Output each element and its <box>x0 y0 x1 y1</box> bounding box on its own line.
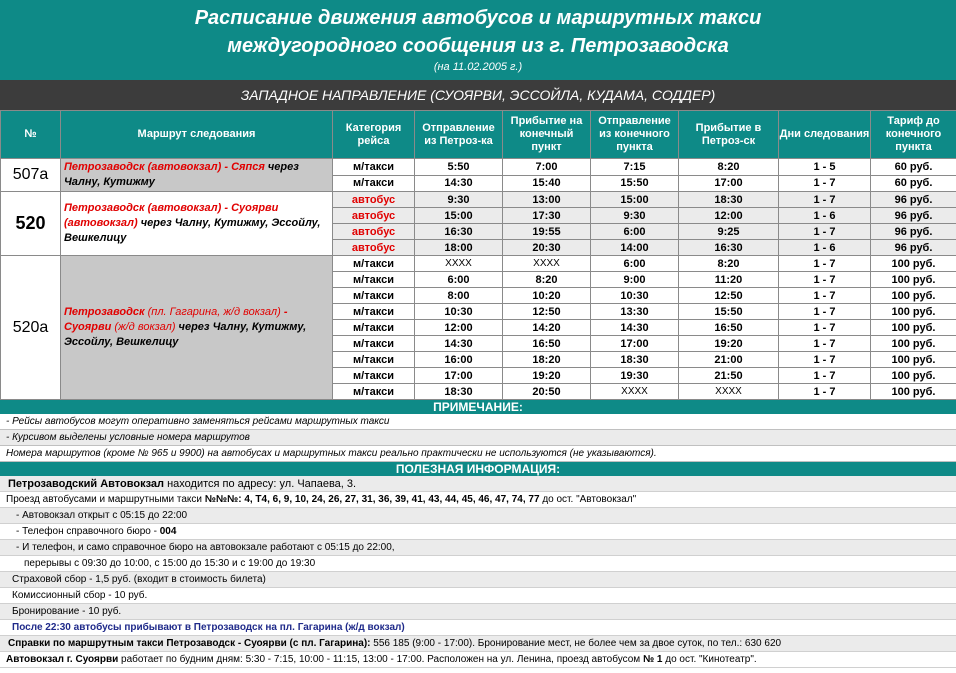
info-line: После 22:30 автобусы прибывают в Петрозаводск на пл. Гагарина (ж/д вокзал) <box>0 620 956 636</box>
info-bold: №№№: 4, Т4, 6, 9, 10, 24, 26, 27, 31, 36, 39, 41, 43, 44, 45, 46, 47, 74, 77 <box>204 494 540 505</box>
departure-end-time: 6:00 <box>591 256 679 272</box>
departure-end-time: 14:30 <box>591 320 679 336</box>
info-text: Проезд автобусами и маршрутными такси <box>6 494 205 505</box>
trip-category: м/такси <box>333 256 415 272</box>
route-via: через Чалну, Кутижму <box>64 161 299 188</box>
route-number: 520 <box>1 192 61 256</box>
fare: 60 руб. <box>871 175 956 192</box>
note-item: - Курсивом выделены условные номера маршрутов <box>0 430 956 446</box>
col-arrival-ptz: Прибытие в Петроз-ск <box>679 111 779 159</box>
fare: 60 руб. <box>871 159 956 176</box>
days: 1 - 7 <box>779 384 871 400</box>
route-description <box>61 256 333 400</box>
departure-time: 17:00 <box>415 368 503 384</box>
info-text: работает по будним дням: 5:30 - 7:15, 10:00 - 11:15, 13:00 - 17:00. Расположен на ул. Ленина, проезд автобусом <box>118 654 643 665</box>
departure-time: 10:30 <box>415 304 503 320</box>
arrival-end-time: 15:40 <box>503 175 591 192</box>
fare: 96 руб. <box>871 240 956 256</box>
days: 1 - 6 <box>779 240 871 256</box>
departure-time: XXXX <box>415 256 503 272</box>
notes-title: ПРИМЕЧАНИЕ: <box>0 400 956 414</box>
col-arrival-end: Прибытие на конечный пункт <box>503 111 591 159</box>
trip-category: автобус <box>333 208 415 224</box>
info-line: Страховой сбор - 1,5 руб. (входит в стоимость билета) <box>0 572 956 588</box>
arrival-ptz-time: 18:30 <box>679 192 779 208</box>
route-destination: - Суоярви <box>64 306 288 333</box>
trip-category: м/такси <box>333 272 415 288</box>
route-endpoints: Петрозаводск (автовокзал) - Суоярви (автовокзал) <box>64 202 279 229</box>
arrival-ptz-time: 16:50 <box>679 320 779 336</box>
departure-time: 15:00 <box>415 208 503 224</box>
col-departure: Отправление из Петроз-ка <box>415 111 503 159</box>
days: 1 - 7 <box>779 272 871 288</box>
trip-category: м/такси <box>333 336 415 352</box>
info-title: ПОЛЕЗНАЯ ИНФОРМАЦИЯ: <box>0 462 956 476</box>
arrival-end-time: 13:00 <box>503 192 591 208</box>
fare: 100 руб. <box>871 272 956 288</box>
note-item: Номера маршрутов (кроме № 965 и 9900) на автобусах и маршрутных такси реально практически не используются (не указываются). <box>0 446 956 462</box>
info-line <box>0 476 956 492</box>
departure-end-time: 9:00 <box>591 272 679 288</box>
departure-time: 14:30 <box>415 336 503 352</box>
table-row <box>1 159 956 176</box>
route-number: 520а <box>1 256 61 400</box>
info-text: 556 185 (9:00 - 17:00). Бронирование мест, не более чем за двое суток, по тел.: 630 620 <box>370 638 782 649</box>
arrival-end-time: 19:20 <box>503 368 591 384</box>
trip-category: м/такси <box>333 304 415 320</box>
departure-end-time: 17:00 <box>591 336 679 352</box>
arrival-ptz-time: 12:00 <box>679 208 779 224</box>
note-item: - Рейсы автобусов могут оперативно заменяться рейсами маршрутных такси <box>0 414 956 430</box>
table-row <box>1 256 956 272</box>
departure-end-time: XXXX <box>591 384 679 400</box>
arrival-ptz-time: 8:20 <box>679 256 779 272</box>
arrival-end-time: 12:50 <box>503 304 591 320</box>
departure-end-time: 18:30 <box>591 352 679 368</box>
arrival-end-time: 8:20 <box>503 272 591 288</box>
fare: 100 руб. <box>871 368 956 384</box>
title-line-2: междугородного сообщения из г. Петрозаводска <box>227 35 729 57</box>
days: 1 - 7 <box>779 368 871 384</box>
departure-end-time: 15:50 <box>591 175 679 192</box>
fare: 100 руб. <box>871 384 956 400</box>
departure-end-time: 10:30 <box>591 288 679 304</box>
trip-category: м/такси <box>333 320 415 336</box>
info-text: находится по адресу: ул. Чапаева, 3. <box>164 478 357 490</box>
info-line: Комиссионный сбор - 10 руб. <box>0 588 956 604</box>
departure-time: 16:30 <box>415 224 503 240</box>
info-line <box>0 652 956 668</box>
departure-time: 5:50 <box>415 159 503 176</box>
fare: 96 руб. <box>871 208 956 224</box>
info-line: перерывы с 09:30 до 10:00, с 15:00 до 15:30 и с 19:00 до 19:30 <box>0 556 956 572</box>
arrival-end-time: 10:20 <box>503 288 591 304</box>
trip-category: автобус <box>333 192 415 208</box>
days: 1 - 7 <box>779 256 871 272</box>
info-text: - Телефон справочного бюро - <box>16 526 160 537</box>
arrival-end-time: 20:50 <box>503 384 591 400</box>
arrival-end-time: XXXX <box>503 256 591 272</box>
arrival-ptz-time: 21:00 <box>679 352 779 368</box>
departure-time: 6:00 <box>415 272 503 288</box>
col-departure-end: Отправление из конечного пункта <box>591 111 679 159</box>
info-line <box>0 524 956 540</box>
days: 1 - 7 <box>779 224 871 240</box>
col-category: Категория рейса <box>333 111 415 159</box>
arrival-ptz-time: 11:20 <box>679 272 779 288</box>
departure-end-time: 13:30 <box>591 304 679 320</box>
info-line <box>0 636 956 652</box>
fare: 96 руб. <box>871 224 956 240</box>
trip-category: м/такси <box>333 175 415 192</box>
fare: 100 руб. <box>871 256 956 272</box>
departure-time: 18:00 <box>415 240 503 256</box>
col-fare: Тариф до конечного пункта <box>871 111 956 159</box>
direction-title: ЗАПАДНОЕ НАПРАВЛЕНИЕ (СУОЯРВИ, ЭССОЙЛА, КУДАМА, СОДДЕР) <box>0 80 956 110</box>
fare: 100 руб. <box>871 288 956 304</box>
fare: 100 руб. <box>871 336 956 352</box>
route-origin-stop: (пл. Гагарина, ж/д вокзал) <box>144 306 284 318</box>
departure-time: 9:30 <box>415 192 503 208</box>
info-bold: Справки по маршрутным такси Петрозаводск - Суоярви (с пл. Гагарина): <box>8 638 371 649</box>
date-note: (на 11.02.2005 г.) <box>433 61 523 73</box>
col-route: Маршрут следования <box>61 111 333 159</box>
departure-end-time: 9:30 <box>591 208 679 224</box>
arrival-end-time: 14:20 <box>503 320 591 336</box>
trip-category: м/такси <box>333 352 415 368</box>
departure-time: 14:30 <box>415 175 503 192</box>
route-via: через Чалну, Кутижму, Эссойлу, Вешкелицу <box>64 217 321 244</box>
header <box>0 0 956 80</box>
info-line: - Автовокзал открыт с 05:15 до 22:00 <box>0 508 956 524</box>
departure-time: 18:30 <box>415 384 503 400</box>
days: 1 - 7 <box>779 336 871 352</box>
fare: 96 руб. <box>871 192 956 208</box>
trip-category: м/такси <box>333 159 415 176</box>
trip-category: м/такси <box>333 288 415 304</box>
arrival-end-time: 20:30 <box>503 240 591 256</box>
days: 1 - 7 <box>779 352 871 368</box>
days: 1 - 7 <box>779 192 871 208</box>
info-line <box>0 492 956 508</box>
fare: 100 руб. <box>871 352 956 368</box>
arrival-end-time: 7:00 <box>503 159 591 176</box>
col-days: Дни следования <box>779 111 871 159</box>
info-bold: Петрозаводский Автовокзал <box>8 478 165 490</box>
info-bold: Автовокзал г. Суоярви <box>6 654 119 665</box>
route-endpoints: Петрозаводск (автовокзал) - Сяпся <box>64 161 265 173</box>
arrival-end-time: 16:50 <box>503 336 591 352</box>
days: 1 - 6 <box>779 208 871 224</box>
route-destination-stop: (ж/д вокзал) <box>111 321 176 333</box>
trip-category: м/такси <box>333 384 415 400</box>
days: 1 - 5 <box>779 159 871 176</box>
schedule-table <box>0 110 956 400</box>
arrival-ptz-time: 12:50 <box>679 288 779 304</box>
departure-end-time: 14:00 <box>591 240 679 256</box>
info-text: до ост. "Кинотеатр". <box>662 654 757 665</box>
days: 1 - 7 <box>779 175 871 192</box>
trip-category: автобус <box>333 240 415 256</box>
departure-end-time: 15:00 <box>591 192 679 208</box>
arrival-ptz-time: 9:25 <box>679 224 779 240</box>
trip-category: м/такси <box>333 368 415 384</box>
info-text: до ост. "Автовокзал" <box>539 494 637 505</box>
fare: 100 руб. <box>871 320 956 336</box>
info-line: - И телефон, и само справочное бюро на автовокзале работают с 05:15 до 22:00, <box>0 540 956 556</box>
departure-end-time: 19:30 <box>591 368 679 384</box>
arrival-ptz-time: 15:50 <box>679 304 779 320</box>
departure-time: 8:00 <box>415 288 503 304</box>
departure-end-time: 6:00 <box>591 224 679 240</box>
arrival-ptz-time: XXXX <box>679 384 779 400</box>
arrival-ptz-time: 17:00 <box>679 175 779 192</box>
days: 1 - 7 <box>779 304 871 320</box>
route-description <box>61 159 333 192</box>
table-row <box>1 192 956 208</box>
days: 1 - 7 <box>779 288 871 304</box>
col-num: № <box>1 111 61 159</box>
days: 1 - 7 <box>779 320 871 336</box>
arrival-end-time: 18:20 <box>503 352 591 368</box>
route-via: через Чалну, Кутижму, Эссойлу, Вешкелицу <box>64 321 307 348</box>
departure-time: 12:00 <box>415 320 503 336</box>
route-origin: Петрозаводск <box>64 306 145 318</box>
arrival-ptz-time: 8:20 <box>679 159 779 176</box>
departure-end-time: 7:15 <box>591 159 679 176</box>
info-line: Бронирование - 10 руб. <box>0 604 956 620</box>
title-line-1: Расписание движения автобусов и маршрутных такси <box>194 7 762 29</box>
table-header-row <box>1 111 956 159</box>
departure-time: 16:00 <box>415 352 503 368</box>
arrival-ptz-time: 19:20 <box>679 336 779 352</box>
arrival-end-time: 19:55 <box>503 224 591 240</box>
info-bold: 004 <box>159 526 177 537</box>
trip-category: автобус <box>333 224 415 240</box>
info-bold: № 1 <box>642 654 663 665</box>
arrival-end-time: 17:30 <box>503 208 591 224</box>
arrival-ptz-time: 21:50 <box>679 368 779 384</box>
route-number: 507а <box>1 159 61 192</box>
route-description <box>61 192 333 256</box>
fare: 100 руб. <box>871 304 956 320</box>
arrival-ptz-time: 16:30 <box>679 240 779 256</box>
